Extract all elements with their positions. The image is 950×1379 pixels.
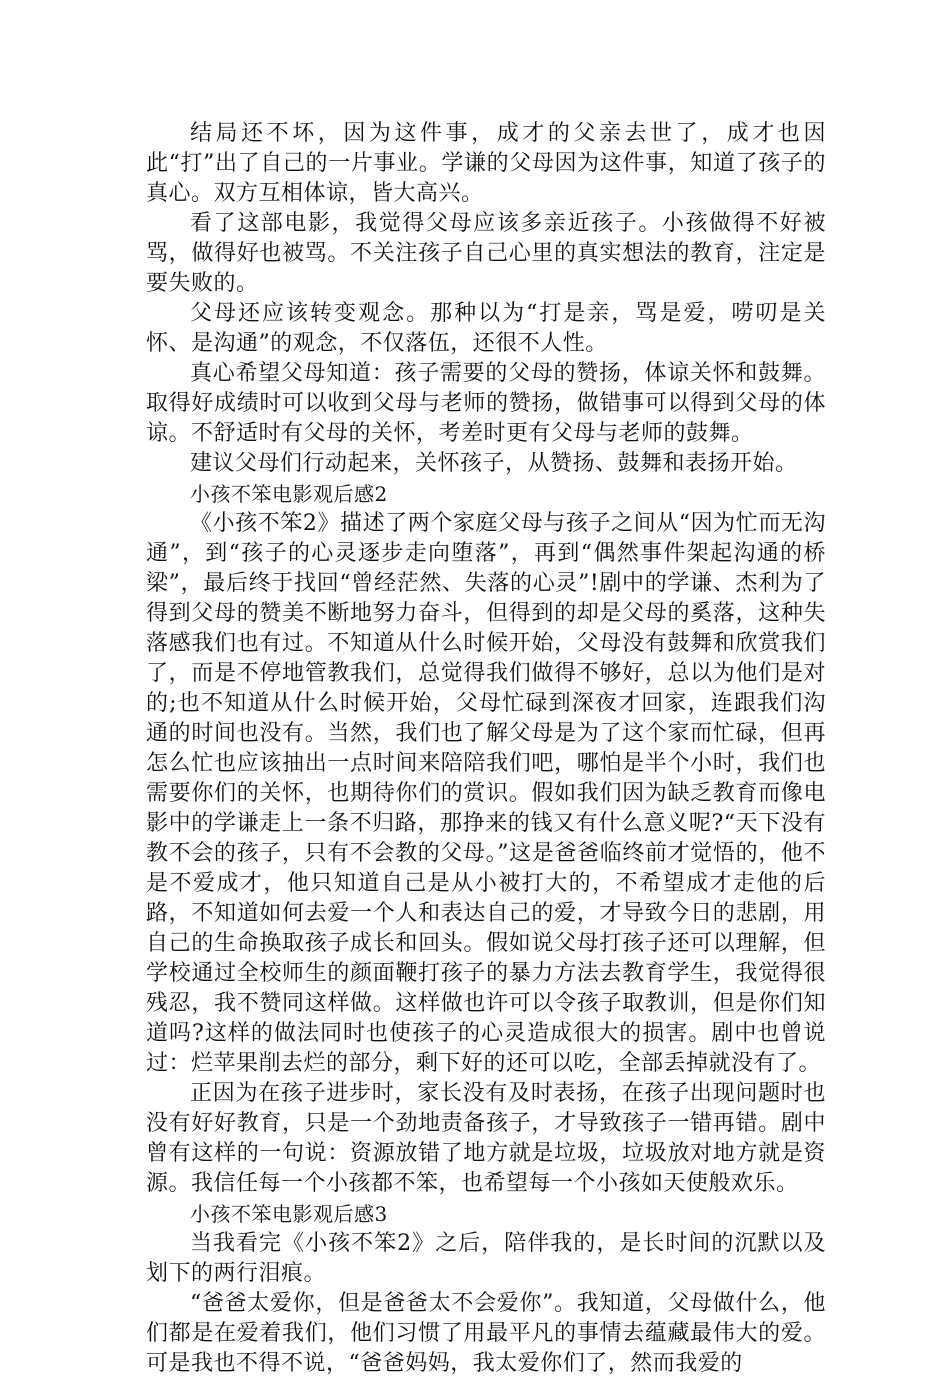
paragraph-parents-closer: 看了这部电影，我觉得父母应该多亲近孩子。小孩做得不好被骂，做得好也被骂。不关注孩子自己心里的真实想法的教育，注定是要失败的。 — [146, 211, 826, 296]
section-heading-2: 小孩不笨电影观后感2 — [190, 482, 388, 506]
section-heading-3: 小孩不笨电影观后感3 — [190, 1202, 388, 1226]
paragraph-change-views: 父母还应该转变观念。那种以为“打是亲，骂是爱，唠叨是关怀、是沟通”的观念，不仅落伍，还很不人性。 — [146, 301, 826, 356]
document-page — [146, 119, 826, 1379]
paragraph-review-2-cont: 正因为在孩子进步时，家长没有及时表扬，在孩子出现问题时也没有好好教育，只是一个劲地责备孩子，才导致孩子一错再错。剧中曾有这样的一句说：资源放错了地方就是垃圾，垃圾放对地方就是资源。我信任每一个小孩都不笨，也希望每一个小孩如天使般欢乐。 — [146, 1081, 826, 1196]
paragraph-suggestion: 建议父母们行动起来，关怀孩子，从赞扬、鼓舞和表扬开始。 — [190, 451, 798, 476]
paragraph-review-2: 《小孩不笨2》描述了两个家庭父母与孩子之间从“因为忙而无沟通”，到“孩子的心灵逐步走向堕落”，再到“偶然事件架起沟通的桥梁”，最后终于找回“曾经茫然、失落的心灵”!剧中的学谦、杰利为了得到父母的赞美不断地努力奋斗，但得到的却是父母的奚落，这种失落感我们也有过。不知道从什么时候开始，父母没有鼓舞和欣赏我们了，而是不停地管教我们，总觉得我们做得不够好，总以为他们是对的;也不知道从什么时候开始，父母忙碌到深夜才回家，连跟我们沟通的时间也没有。当然，我们也了解父母是为了这个家而忙碌，但再怎么忙也应该抽出一点时间来陪陪我们吧，哪怕是半个小时，我们也需要你们的关怀，也期待你们的赏识。假如我们因为缺乏教育而像电影中的学谦走上一条不归路，那挣来的钱又有什么意义呢?“天下没有教不会的孩子，只有不会教的父母。”这是爸爸临终前才觉悟的，他不是不爱成才，他只知道自己是从小被打大的，不希望成才走他的后路，不知道如何去爱一个人和表达自己的爱，才导致今日的悲剧，用自己的生命换取孩子成长和回头。假如说父母打孩子还可以理解，但学校通过全校师生的颜面鞭打孩子的暴力方法去教育学生，我觉得很残忍，我不赞同这样做。这样做也许可以令孩子取教训，但是你们知道吗?这样的做法同时也使孩子的心灵造成很大的损害。剧中也曾说过：烂苹果削去烂的部分，剩下好的还可以吃，全部丢掉就没有了。 — [146, 511, 826, 1076]
paragraph-hope: 真心希望父母知道：孩子需要的父母的赞扬，体谅关怀和鼓舞。取得好成绩时可以收到父母与老师的赞扬，做错事可以得到父母的体谅。不舒适时有父母的关怀，考差时更有父母与老师的鼓舞。 — [146, 361, 826, 446]
paragraph-review-3: 当我看完《小孩不笨2》之后，陪伴我的，是长时间的沉默以及划下的两行泪痕。 — [146, 1231, 826, 1286]
paragraph-review-3-cont: “爸爸太爱你，但是爸爸太不会爱你”。我知道，父母做什么，他们都是在爱着我们，他们习惯了用最平凡的事情去蕴藏最伟大的爱。可是我也不得不说，“爸爸妈妈，我太爱你们了，然而我爱的 — [146, 1291, 826, 1376]
paragraph-ending: 结局还不坏，因为这件事，成才的父亲去世了，成才也因此“打”出了自己的一片事业。学谦的父母因为这件事，知道了孩子的真心。双方互相体谅，皆大高兴。 — [146, 121, 826, 206]
